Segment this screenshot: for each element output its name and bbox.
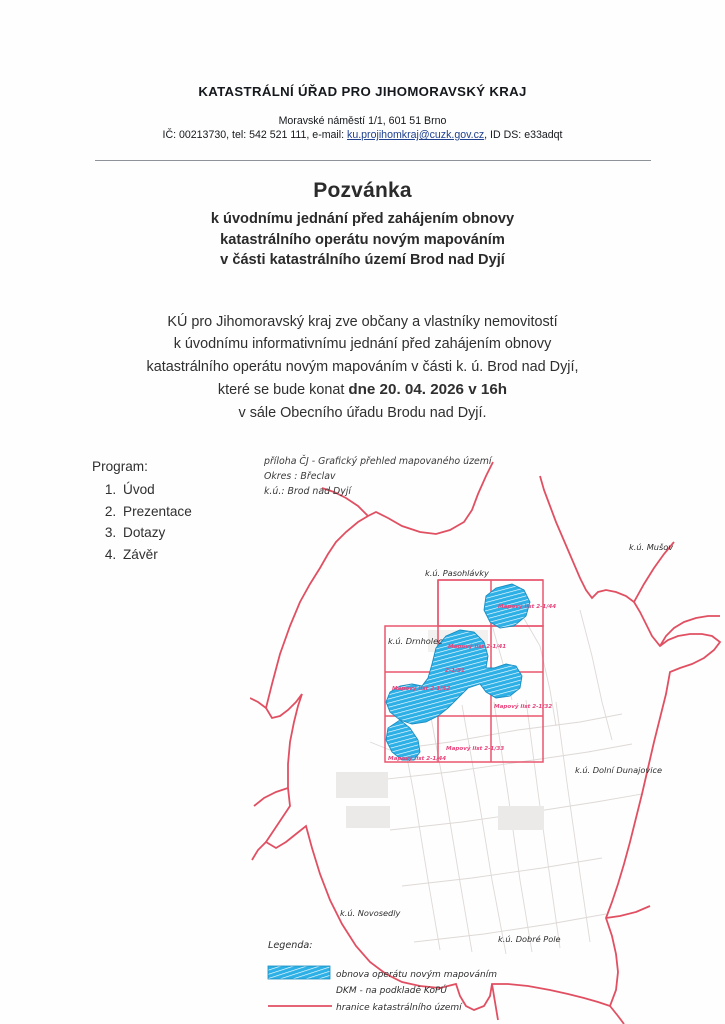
program-item: 3. Dotazy [120, 522, 192, 544]
subtitle-line-1: k úvodnímu jednání před zahájením obnovy [210, 211, 515, 227]
legend-item-1-line-2: DKM - na podkladě KoPÚ [336, 986, 448, 996]
neighbour-label: k.ú. Dolní Dunajovice [575, 765, 663, 775]
annotation-line-2: Okres : Břeclav [264, 471, 336, 482]
contact-line [0, 129, 725, 143]
page-subtitle [0, 209, 725, 271]
program-item: 2. Prezentace [120, 501, 192, 523]
subtitle-line-2: katastrálního operátu novým mapováním [220, 231, 505, 248]
letterhead [0, 84, 725, 143]
address-line: Moravské náměstí 1/1, 601 51 Brno [278, 115, 447, 127]
neighbour-label: k.ú. Drnholec [388, 636, 443, 646]
contact-prefix: IČ: 00213730, tel: 542 521 111, e-mail: [162, 128, 348, 141]
body-line-1: KÚ pro Jihomoravský kraj zve občany a vlastníky nemovitostí [167, 314, 558, 330]
sheet-label: Mapový list 2-1/44 [498, 604, 557, 610]
sheet-label: Mapový list 2-1/42 [392, 686, 451, 692]
meeting-prefix: které se bude konat [217, 381, 349, 398]
sheet-label: Mapový list 2-1/44 [388, 756, 447, 762]
header-divider [95, 160, 651, 161]
program-item: 4. Závěr [120, 544, 192, 566]
sheet-label: Mapový list 2-1/32 [494, 704, 553, 710]
legend-title: Legenda: [268, 940, 313, 951]
annotation-line-1: příloha ČJ - Grafický přehled mapovaného území [264, 456, 492, 467]
sheet-label: Mapový list 2-1/33 [446, 746, 505, 752]
parcel-lines [336, 598, 642, 954]
neighbour-label: k.ú. Pasohlávky [425, 568, 489, 578]
contact-suffix: , ID DS: e33adqt [484, 128, 563, 141]
body-line-3: katastrálního operátu novým mapováním v části k. ú. Brod nad Dyjí, [146, 358, 579, 375]
meeting-datetime: dne 20. 04. 2026 v 16h [348, 380, 508, 398]
address-block [0, 115, 725, 143]
email-link[interactable]: ku.projihomkraj@cuzk.gov.cz [347, 128, 485, 141]
sheet-label: Mapový list 2-1/41 [448, 644, 507, 650]
legend-swatch-mapped-area [268, 966, 330, 979]
map-annotation [263, 455, 493, 497]
title-block [0, 179, 725, 271]
subtitle-line-3: v části katastrálního území Brod nad Dyjí [220, 252, 505, 269]
legend-item-1-line-1: obnova operátu novým mapováním [336, 970, 498, 980]
invitation-body [0, 311, 725, 424]
neighbour-label: k.ú. Dobré Pole [498, 934, 561, 944]
program-item: 1. Úvod [120, 479, 192, 501]
program-heading: Program: [92, 459, 148, 474]
map-attachment [250, 450, 725, 1024]
program-list [92, 479, 192, 566]
organization-name: KATASTRÁLNÍ ÚŘAD PRO JIHOMORAVSKÝ KRAJ [198, 84, 527, 99]
body-line-2: k úvodnímu informativnímu jednání před zahájením obnovy [173, 336, 552, 353]
neighbour-label: k.ú. Novosedly [340, 908, 401, 918]
cadastral-map [250, 450, 725, 1024]
sheet-label: 2-1/31 [445, 668, 465, 674]
body-line-4 [0, 378, 725, 402]
annotation-line-3: k.ú.: Brod nad Dyjí [264, 486, 352, 497]
body-line-5: v sále Obecního úřadu Brodu nad Dyjí. [238, 404, 487, 421]
page-title: Pozvánka [313, 179, 412, 202]
program-section [92, 456, 192, 566]
neighbour-label: k.ú. Mušov [629, 542, 674, 552]
legend-item-2: hranice katastrálního území [336, 1003, 462, 1013]
